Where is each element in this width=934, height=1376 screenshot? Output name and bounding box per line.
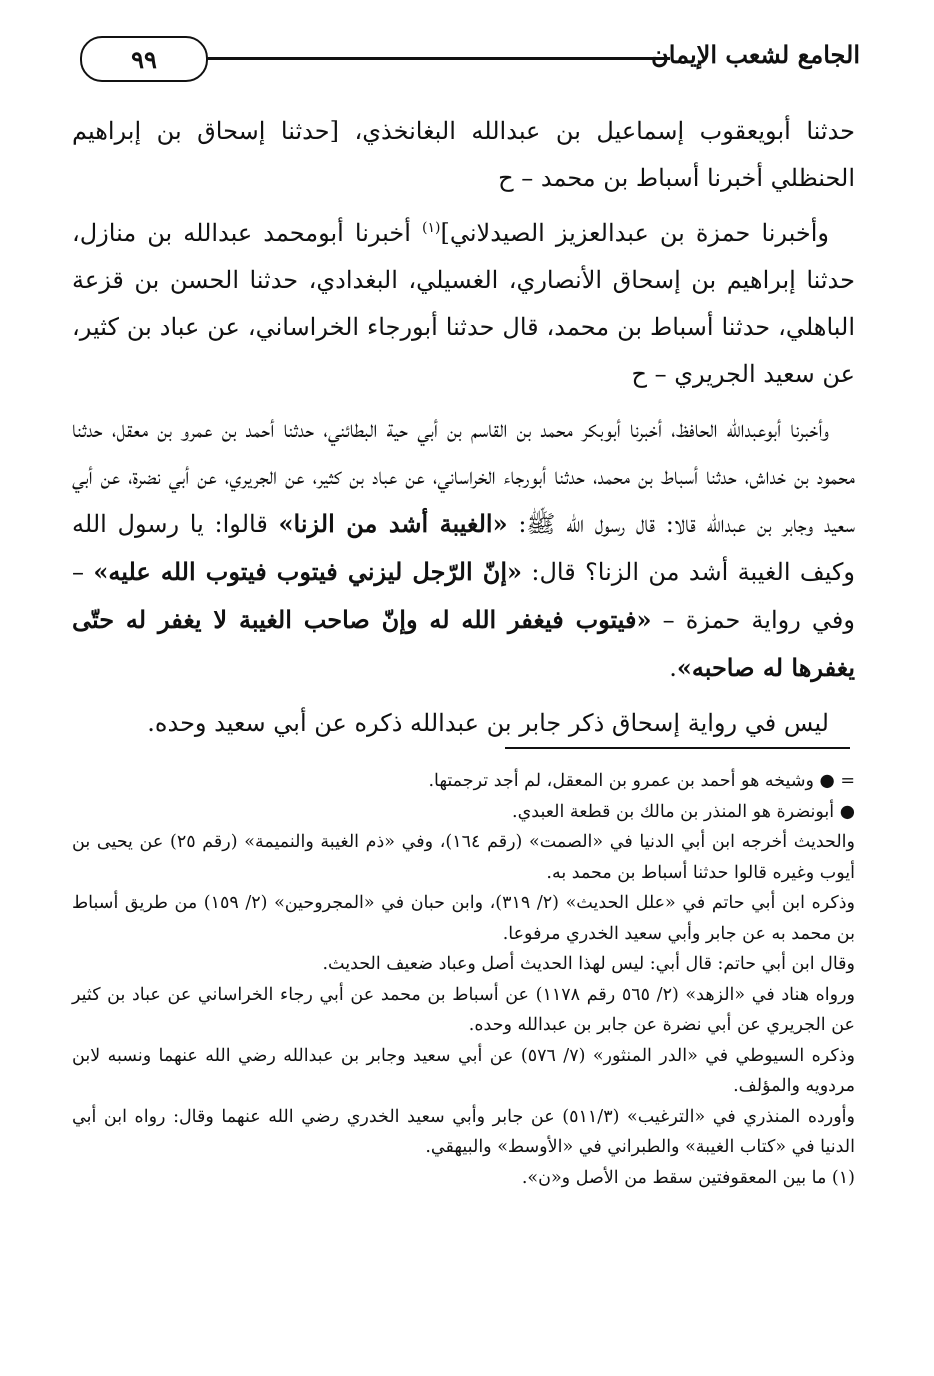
isnad-2-part-a: وأخبرنا حمزة بن عبدالعزيز الصيدلاني] bbox=[440, 219, 830, 247]
footnote-line: وقال ابن أبي حاتم: قال أبي: ليس لهذا الحديث أصل وعباد ضعيف الحديث. bbox=[322, 954, 855, 974]
running-title: الجامع لشعب الإيمان bbox=[651, 40, 860, 69]
footnote-marker: (١) bbox=[421, 220, 441, 236]
hadith-quote-2: «إنّ الرّجل ليزني فيتوب فيتوب الله عليه» bbox=[93, 557, 523, 586]
footnote-divider bbox=[505, 747, 850, 749]
page-header bbox=[70, 30, 860, 92]
footnote-line: ورواه هناد في «الزهد» (٢/ ٥٦٥ رقم ١١٧٨) عن أسباط بن محمد عن أبي رجاء الخراساني عن عباد بن كثير عن الجريري عن أبي نضرة عن جابر بن عبدالله وحده. bbox=[72, 984, 855, 1035]
main-text bbox=[72, 108, 855, 755]
footnote-line: (١) ما بين المعقوفتين سقط من الأصل و«ن». bbox=[521, 1167, 855, 1188]
hadith-isnad: وأخبرنا أبوعبدالله الحافظ، أخبرنا أبوبكر محمد بن القاسم بن أبي حية البطائني، حدثنا أحمد بن عمرو بن معقل، حدثنا محمود بن خداش، حدثنا أسباط بن محمد، حدثنا أبورجاء الخراساني، عن عباد بن كثير، عن الجريري، عن أبي نضرة، عن أبي سعيد وجابر بن عبدالله قالا: قال رسول الله ﷺ: bbox=[72, 415, 855, 538]
paragraph-isnad-1: حدثنا أبويعقوب إسماعيل بن عبدالله البغانخذي، [حدثنا إسحاق بن إبراهيم الحنظلي أخبرنا أسباط بن محمد – ح bbox=[72, 117, 855, 192]
hadith-text-2: – وفي رواية حمزة – bbox=[72, 558, 855, 634]
isnad-2-part-b: أخبرنا أبومحمد عبدالله بن منازل، حدثنا إبراهيم بن إسحاق الأنصاري، الغسيلي، البغدادي، حدثنا الحسن بن قزعة الباهلي، حدثنا أسباط بن محمد، قال حدثنا أبورجاء الخراساني، عن عباد بن كثير، عن سعيد الجريري – ح bbox=[72, 219, 855, 388]
footnote-line: والحديث أخرجه ابن أبي الدنيا في «الصمت» (رقم ١٦٤)، وفي «ذم الغيبة والنميمة» (رقم ٢٥) عن يحيى بن أيوب وغيره قالوا حدثنا أسباط بن محمد به. bbox=[72, 832, 855, 883]
footnote-line: = ● وشيخه هو أحمد بن عمرو بن المعقل، لم أجد ترجمتها. bbox=[428, 771, 855, 791]
paragraph-note: ليس في رواية إسحاق ذكر جابر بن عبدالله ذكره عن أبي سعيد وحده. bbox=[147, 709, 829, 737]
paragraph-isnad-2 bbox=[72, 210, 855, 398]
paragraph-hadith bbox=[72, 406, 855, 692]
hadith-quote-3: «فيتوب فيغفر الله له وإنّ صاحب الغيبة لا يغفر له حتّى يغفرها له صاحبه» bbox=[72, 605, 855, 682]
footnote-line: وأورده المنذري في «الترغيب» (٥١١/٣) عن جابر وأبي سعيد الخدري رضي الله عنهما وقال: رواه ابن أبي الدنيا في «كتاب الغيبة» والطبراني في «الأوسط» والبيهقي. bbox=[72, 1106, 855, 1157]
page-number: ٩٩ bbox=[80, 36, 208, 82]
header-rule bbox=[208, 57, 670, 60]
hadith-end: . bbox=[669, 654, 677, 682]
footnotes bbox=[72, 766, 855, 1193]
footnote-line: ● أبونضرة هو المنذر بن مالك بن قطعة العبدي. bbox=[512, 801, 855, 822]
hadith-quote-1: «الغيبة أشد من الزنا» bbox=[278, 509, 508, 538]
footnote-line: وذكره ابن أبي حاتم في «علل الحديث» (٢/ ٣١٩)، وابن حبان في «المجروحين» (٢/ ١٥٩) من طريق أسباط بن محمد به عن جابر وأبي سعيد الخدري مرفوعا. bbox=[72, 893, 855, 944]
footnote-line: وذكره السيوطي في «الدر المنثور» (٧/ ٥٧٦) عن أبي سعيد وجابر بن عبدالله رضي الله عنهما ونسبه لابن مردويه والمؤلف. bbox=[72, 1045, 855, 1096]
hadith-text-1: قالوا: يا رسول الله وكيف الغيبة أشد من الزنا؟ قال: bbox=[72, 510, 855, 586]
